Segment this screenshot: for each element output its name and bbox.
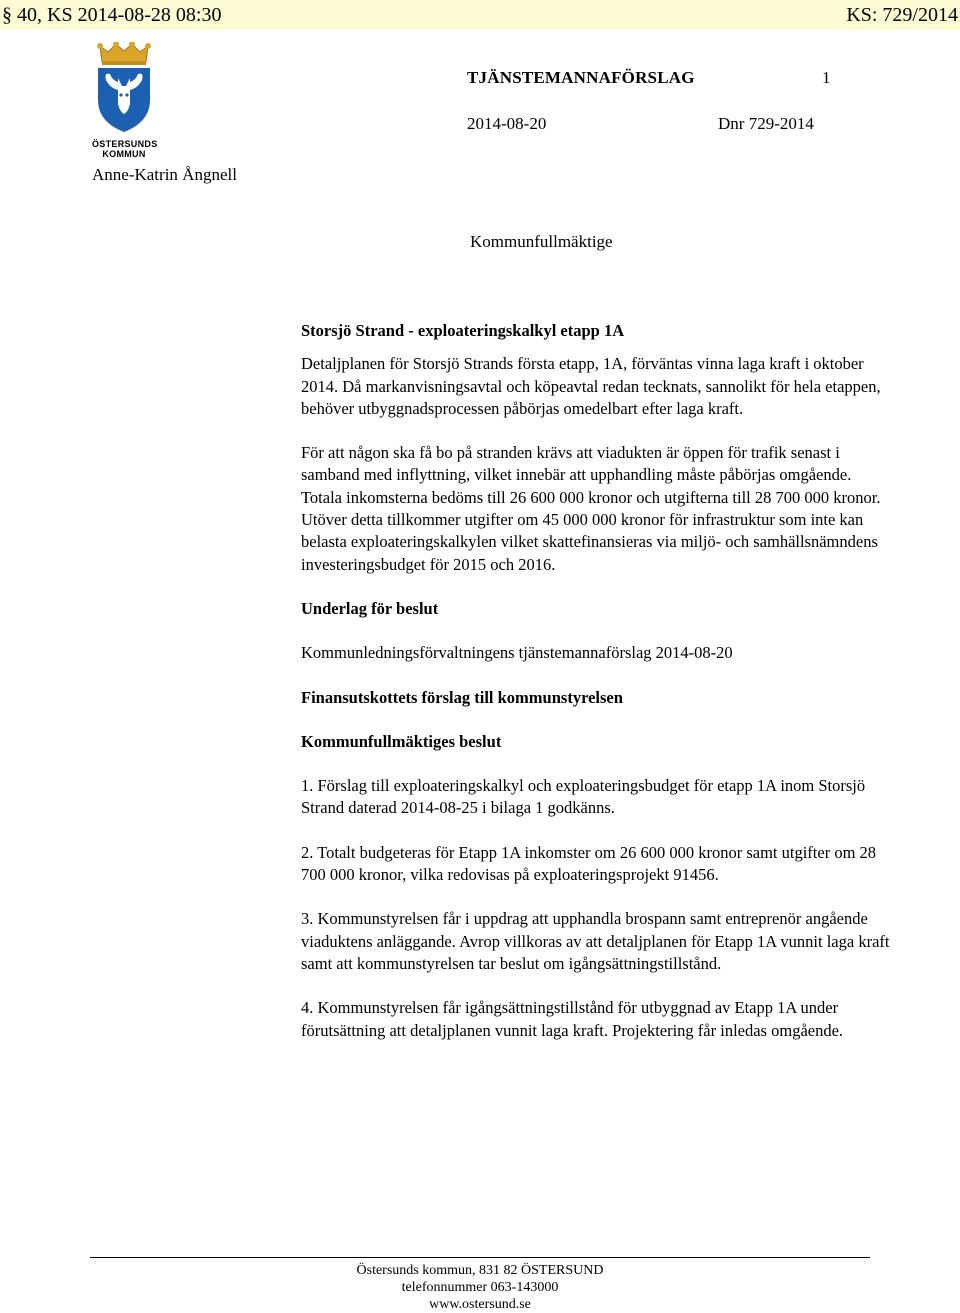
decision-item-3: 3. Kommunstyrelsen får i uppdrag att upphandla brospann samt entreprenör angående viaduktens anläggande. Avrop villkoras av att detaljplanen för Etapp 1A vunnit laga kraft samt att kommunstyrelsen tar beslut om igångsättningstillstånd. (301, 909, 890, 973)
page-number: 1 (822, 68, 831, 87)
author-name: Anne-Katrin Ångnell (92, 165, 237, 184)
document-body (301, 320, 891, 1042)
underlag-text: Kommunledningsförvaltningens tjänstemannaförslag 2014-08-20 (301, 643, 733, 663)
municipality-logo (92, 42, 156, 159)
coat-of-arms-icon (92, 42, 156, 134)
heading-underlag: Underlag för beslut (301, 598, 439, 618)
case-banner (0, 0, 960, 30)
banner-case-reference: § 40, KS 2014-08-28 08:30 (2, 4, 222, 26)
heading-beslut: Kommunfullmäktiges beslut (301, 731, 502, 751)
footer-divider (90, 1257, 870, 1258)
document-date: 2014-08-20 (467, 114, 547, 133)
decision-item-4: 4. Kommunstyrelsen får igångsättningstillstånd för utbyggnad av Etapp 1A under förutsättning att detaljplanen vunnit laga kraft. Projektering får inledas omgående. (301, 998, 844, 1040)
footer-website[interactable]: www.ostersund.se (429, 1297, 531, 1312)
logo-text-line2: KOMMUN (102, 149, 146, 159)
footer-address: Östersunds kommun, 831 82 ÖSTERSUND (356, 1263, 604, 1278)
heading-finansutskottet: Finansutskottets förslag till kommunstyrelsen (301, 687, 623, 707)
paragraph-background: Detaljplanen för Storsjö Strands första etapp, 1A, förväntas vinna laga kraft i oktober 2014. Då markanvisningsavtal och köpeavtal redan tecknats, sannolikt för hela etappen, behöver utbyggnadsprocessen påbörjas omedelbart efter laga kraft. (301, 354, 881, 418)
recipient: Kommunfullmäktige (470, 232, 613, 251)
decision-item-1: 1. Förslag till exploateringskalkyl och exploateringsbudget för etapp 1A inom Storsjö Strand daterad 2014-08-25 i bilaga 1 godkänns. (301, 776, 866, 818)
logo-text-line1: ÖSTERSUNDS (92, 139, 158, 149)
footer-phone: telefonnummer 063-143000 (401, 1280, 559, 1295)
banner-ks-number: KS: 729/2014 (846, 4, 958, 26)
decision-item-2: 2. Totalt budgeteras för Etapp 1A inkomster om 26 600 000 kronor samt utgifter om 28 700 000 kronor, vilka redovisas på exploateringsprojekt 91456. (301, 842, 877, 885)
document-type: TJÄNSTEMANNAFÖRSLAG (467, 68, 695, 87)
document-title: Storsjö Strand - exploateringskalkyl etapp 1A (301, 321, 625, 340)
footer (0, 1262, 960, 1313)
diary-number: Dnr 729-2014 (718, 114, 814, 133)
paragraph-financials: För att någon ska få bo på stranden krävs att viadukten är öppen för trafik senast i samband med inflyttning, vilket innebär att upphandling måste påbörjas omgående. Totala inkomsterna bedöms till 26 600 000 kronor och utgifterna till 28 700 000 kronor. Utöver detta tillkommer utgifter om 45 000 000 kronor för infrastruktur som inte kan belasta exploateringskalkylen vilket skattefinansieras via miljö- och samhällsnämndens investeringsbudget för 2015 och 2016. (301, 443, 881, 574)
